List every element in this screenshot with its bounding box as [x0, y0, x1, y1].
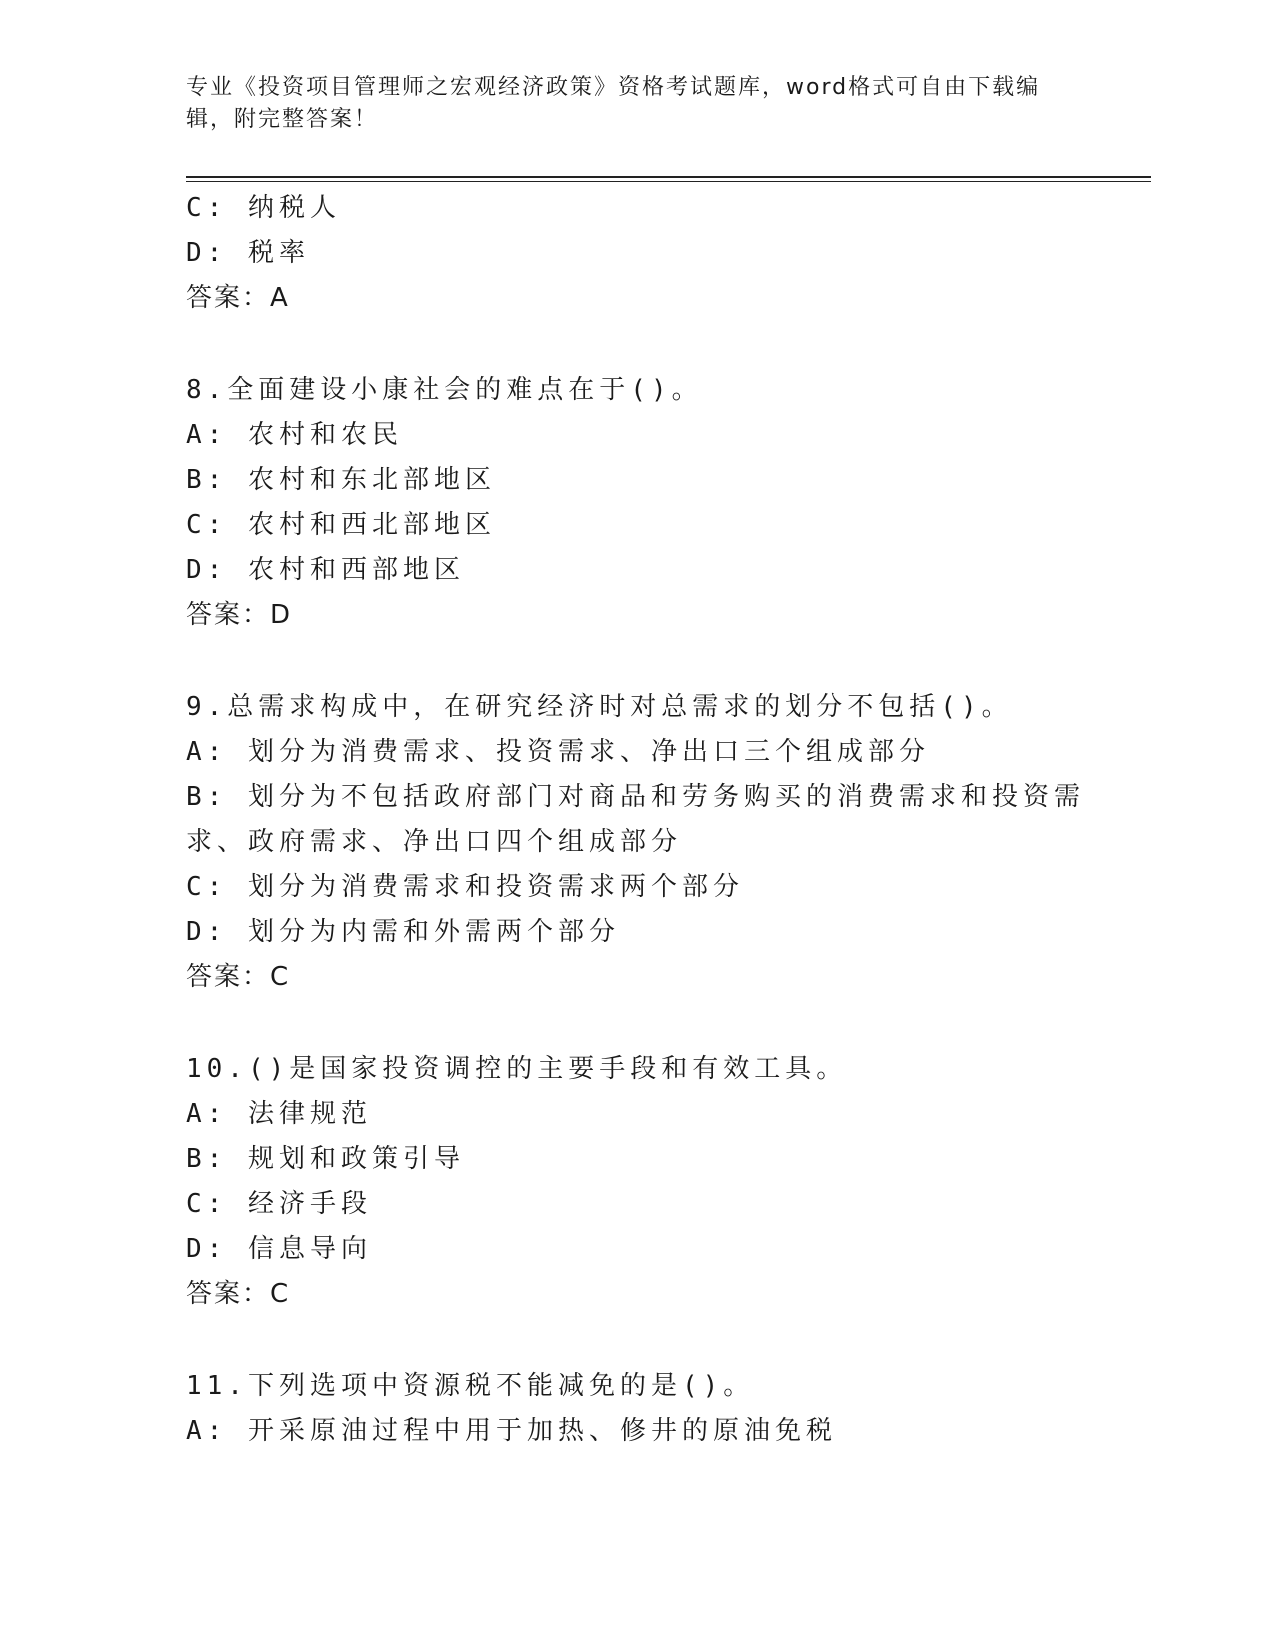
header-rule-thick	[186, 176, 1151, 178]
option-c: C: 划分为消费需求和投资需求两个部分	[186, 872, 744, 902]
option-a: A: 划分为消费需求、投资需求、净出口三个组成部分	[186, 737, 930, 767]
option-b: B: 划分为不包括政府部门对商品和劳务购买的消费需求和投资需求、政府需求、净出口四个组成部分	[186, 782, 1085, 857]
document-header: 专业《投资项目管理师之宏观经济政策》资格考试题库，word格式可自由下载编辑，附完整答案！	[186, 75, 1041, 132]
question-9	[186, 685, 1086, 1000]
option-c: C: 农村和西北部地区	[186, 510, 496, 540]
option-c: C: 纳税人	[186, 193, 341, 223]
option-d: D: 划分为内需和外需两个部分	[186, 917, 620, 947]
option-d: D: 信息导向	[186, 1234, 372, 1264]
option-d: D: 农村和西部地区	[186, 555, 465, 585]
option-a: A: 开采原油过程中用于加热、修井的原油免税	[186, 1416, 837, 1446]
header-rule-thin	[186, 181, 1151, 182]
option-b: B: 规划和政策引导	[186, 1144, 465, 1174]
option-d: D: 税率	[186, 238, 310, 268]
question-stem: 10.()是国家投资调控的主要手段和有效工具。	[186, 1054, 848, 1084]
answer-line: 答案：A	[186, 283, 290, 313]
question-11	[186, 1364, 1086, 1454]
question-content	[186, 186, 1086, 1454]
question-stem: 8.全面建设小康社会的难点在于()。	[186, 375, 703, 405]
answer-line: 答案：C	[186, 962, 291, 992]
option-a: A: 农村和农民	[186, 420, 403, 450]
question-8	[186, 368, 1086, 638]
option-c: C: 经济手段	[186, 1189, 372, 1219]
answer-line: 答案：C	[186, 1279, 291, 1309]
question-10	[186, 1047, 1086, 1317]
spacer	[186, 321, 1086, 368]
partial-question	[186, 186, 1086, 321]
option-a: A: 法律规范	[186, 1099, 372, 1129]
question-stem: 11.下列选项中资源税不能减免的是()。	[186, 1371, 755, 1401]
option-b: B: 农村和东北部地区	[186, 465, 496, 495]
spacer	[186, 1317, 1086, 1364]
answer-line: 答案：D	[186, 600, 293, 630]
spacer	[186, 638, 1086, 685]
question-stem: 9.总需求构成中，在研究经济时对总需求的划分不包括()。	[186, 692, 1013, 722]
spacer	[186, 1000, 1086, 1047]
